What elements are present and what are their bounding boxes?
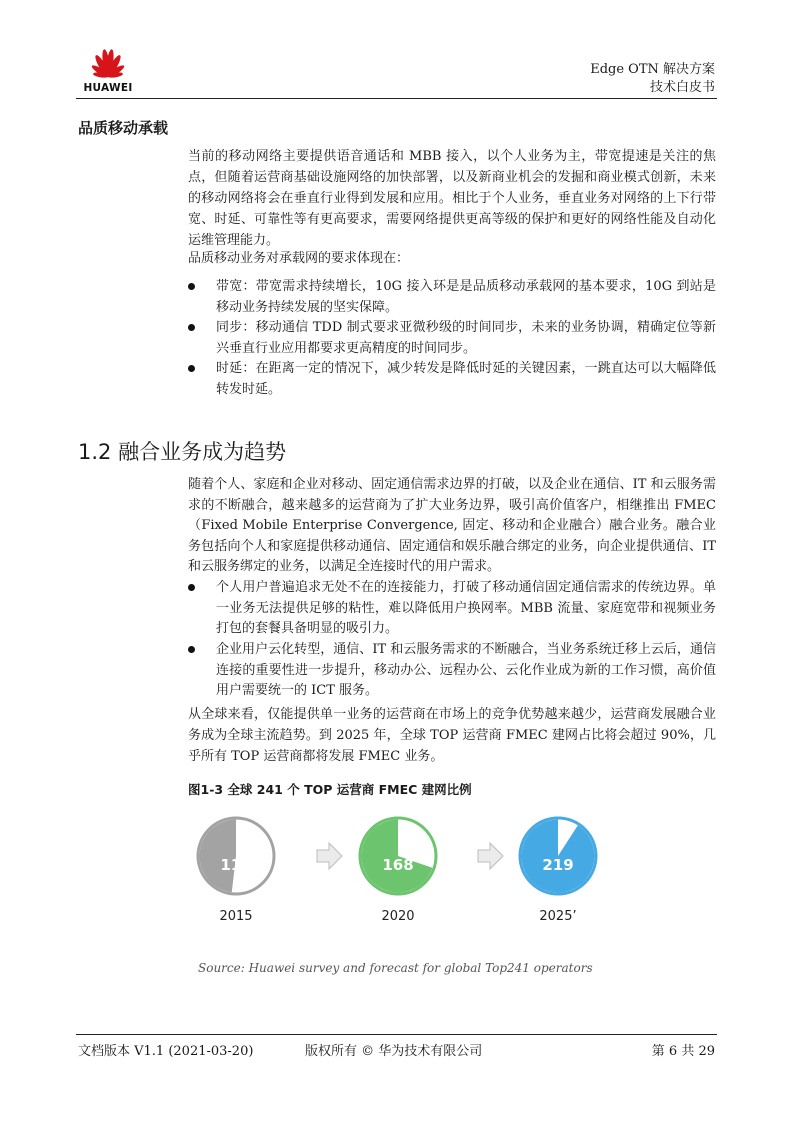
header-divider bbox=[76, 98, 717, 99]
pie-2020 bbox=[360, 818, 436, 924]
huawei-petals-icon bbox=[78, 46, 138, 82]
header-doc-title: Edge OTN 解决方案 bbox=[590, 62, 715, 77]
section-heading-1-2: 1.2 融合业务成为趋势 bbox=[78, 440, 287, 464]
list-item: 同步：移动通信 TDD 制式要求亚微秒级的时间同步，未来的业务协调，精确定位等新兴垂直行业应用都要求更高精度的时间同步。 bbox=[188, 318, 716, 359]
footer-page-number: 第 6 共 29 bbox=[651, 1044, 715, 1059]
paragraph: 从全球来看，仅能提供单一业务的运营商在市场上的竞争优势越来越少，运营商发展融合业务成为全球主流趋势。到 2025 年，全球 TOP 运营商 FMEC 建网占比将会超过 90%，几乎所有 TOP 运营商都将发展 FMEC 业务。 bbox=[188, 707, 716, 764]
list-item: 带宽：带宽需求持续增长，10G 接入环是是品质移动承载网的基本要求，10G 到站是移动业务持续发展的坚实保障。 bbox=[188, 277, 716, 318]
bullet-icon bbox=[188, 324, 195, 331]
section-title-quality: 品质移动承载 bbox=[78, 119, 169, 137]
pie-category-label: 2015 bbox=[219, 909, 253, 924]
bullet-icon bbox=[188, 283, 195, 290]
list-item: 时延：在距离一定的情况下，减少转发是降低时延的关键因素，一跳直达可以大幅降低转发时延。 bbox=[188, 359, 716, 400]
bullet-icon bbox=[188, 646, 195, 653]
header-doc-type: 技术白皮书 bbox=[649, 80, 715, 95]
bullet-icon bbox=[188, 584, 195, 591]
paragraph: 品质移动业务对承载网的要求体现在： bbox=[188, 251, 410, 266]
pie-value-label: 116 bbox=[220, 856, 252, 874]
arrow-right-icon bbox=[317, 843, 342, 869]
fmec-pie-chart bbox=[188, 806, 608, 930]
pie-value-label: 168 bbox=[382, 856, 414, 874]
figure-caption: 图1-3 全球 241 个 TOP 运营商 FMEC 建网比例 bbox=[188, 782, 472, 797]
pie-2025’ bbox=[520, 818, 596, 924]
logo-text: HUAWEI bbox=[83, 82, 133, 94]
pie-category-label: 2025’ bbox=[539, 909, 577, 924]
footer-copyright: 版权所有 © 华为技术有限公司 bbox=[305, 1044, 483, 1059]
paragraph: 当前的移动网络主要提供语音通话和 MBB 接入，以个人业务为主，带宽提速是关注的焦点，但随着运营商基础设施网络的加快部署，以及新商业机会的发掘和商业模式创新，未来的移动网络将会在垂直行业得到发展和应用。相比于个人业务，垂直业务对网络的上下行带宽、时延、可靠性等有更高要求，需要网络提供更高等级的保护和更好的网络性能及自动化运维管理能力。 bbox=[188, 149, 716, 248]
list-item: 个人用户普遍追求无处不在的连接能力，打破了移动通信固定通信需求的传统边界。单一业务无法提供足够的粘性，难以降低用户换网率。MBB 流量、家庭宽带和视频业务打包的套餐具备明显的吸引力。 bbox=[188, 578, 716, 640]
pie-value-label: 219 bbox=[542, 856, 574, 874]
huawei-logo bbox=[78, 46, 138, 96]
arrow-right-icon bbox=[478, 843, 503, 869]
footer-divider bbox=[76, 1034, 717, 1035]
paragraph: 随着个人、家庭和企业对移动、固定通信需求边界的打破，以及企业在通信、IT 和云服务需求的不断融合，越来越多的运营商为了扩大业务边界，吸引高价值客户，相继推出 FMEC（Fixed Mobile Enterprise Convergence, 固定、移动和企业融合）融合业务。融合业务包括向个人和家庭提供移动通信、固定通信和娱乐融合绑定的业务，向企业提供通信、IT 和云服务绑定的业务，以满足全连接时代的用户需求。 bbox=[188, 477, 716, 574]
pie-category-label: 2020 bbox=[381, 909, 415, 924]
list-item: 企业用户云化转型，通信、IT 和云服务需求的不断融合，当业务系统迁移上云后，通信连接的重要性进一步提升，移动办公、远程办公、云化作业成为新的工作习惯，高价值用户需要统一的 ICT 服务。 bbox=[188, 640, 716, 702]
pie-2015 bbox=[198, 818, 274, 924]
bullet-icon bbox=[188, 365, 195, 372]
figure-source: Source: Huawei survey and forecast for global Top241 operators bbox=[198, 961, 593, 975]
footer-version: 文档版本 V1.1 (2021-03-20) bbox=[78, 1044, 254, 1059]
